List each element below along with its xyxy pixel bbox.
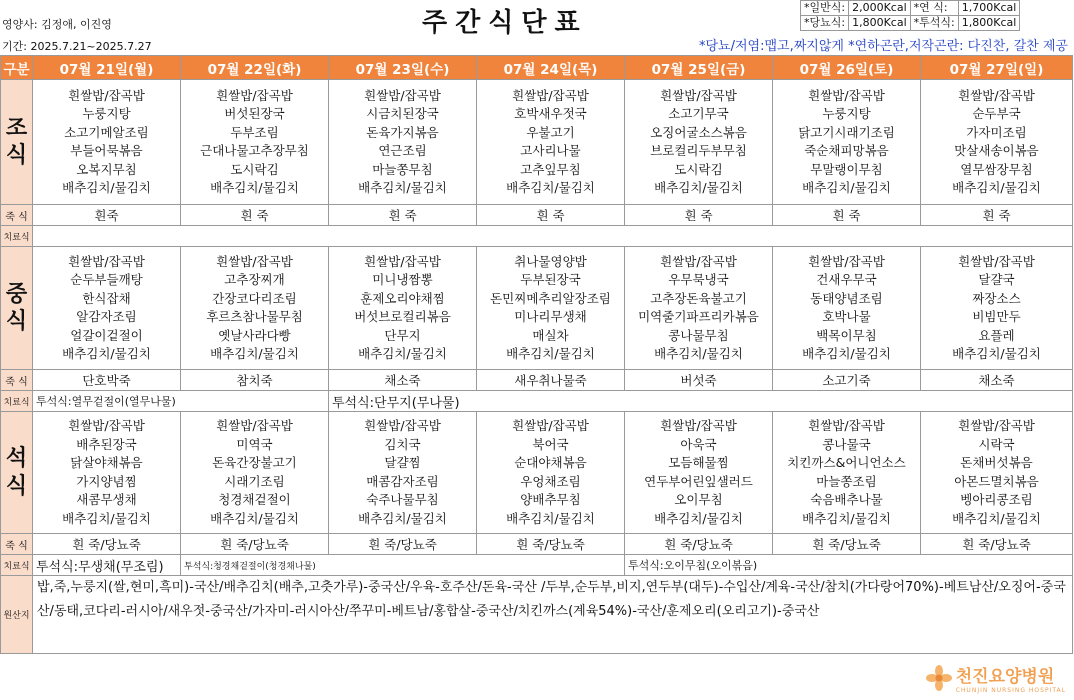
menu-item: 열무쌈장무침	[960, 161, 1033, 177]
menu-item: 돈민찌메추리알장조림	[490, 290, 611, 306]
menu-item: 흰쌀밥/잡곡밥	[808, 418, 885, 433]
menu-item: 배추김치/물김치	[654, 346, 743, 361]
menu-item: 흰쌀밥/잡곡밥	[958, 253, 1035, 269]
menu-item: 아욱국	[680, 436, 717, 452]
menu-item: 브로컬리두부무침	[650, 143, 747, 158]
menu-item: 시금치된장국	[366, 106, 439, 121]
juk-label: 죽 식	[1, 370, 33, 391]
menu-item: 맛살새송이볶음	[954, 143, 1039, 158]
juk-item: 흰 죽/당뇨죽	[477, 534, 625, 555]
flower-logo-icon	[926, 665, 952, 691]
menu-item: 배추김치/물김치	[358, 180, 447, 195]
menu-item: 흰쌀밥/잡곡밥	[958, 418, 1035, 433]
menu-item: 숙주나물무침	[366, 492, 439, 507]
menu-item: 매실차	[532, 327, 569, 343]
menu-item: 흰쌀밥/잡곡밥	[808, 87, 885, 103]
day-header: 07월 25일(금)	[625, 56, 773, 80]
page-title: 주간식단표	[422, 8, 588, 38]
menu-item: 요플레	[978, 327, 1015, 343]
day-header: 07월 27일(일)	[921, 56, 1073, 80]
menu-item: 도시락김	[230, 161, 279, 177]
day-menu-cell	[921, 80, 1073, 205]
menu-item: 배추김치/물김치	[62, 346, 151, 361]
kcal-label: *투석식:	[910, 16, 958, 31]
menu-item: 도시락김	[674, 161, 723, 177]
menu-item: 무말랭이무침	[810, 161, 883, 177]
menu-period: 기간: 2025.7.21~2025.7.27	[2, 40, 152, 53]
juk-item: 흰 죽	[329, 205, 477, 226]
day-menu-cell	[773, 247, 921, 370]
menu-item: 미역줄기파프리카볶음	[638, 309, 759, 324]
weekly-menu-table	[0, 55, 1073, 654]
menu-item: 흰쌀밥/잡곡밥	[512, 418, 589, 433]
menu-item: 부들어묵볶음	[70, 143, 143, 158]
menu-item: 마늘쫑조림	[816, 473, 877, 489]
menu-item: 소고기무국	[668, 106, 729, 121]
menu-item: 오징어굴소스볶음	[650, 124, 747, 140]
calorie-table	[800, 0, 1020, 31]
origin-label: 원산지	[1, 576, 33, 654]
kcal-value: 1,800Kcal	[958, 16, 1020, 31]
therapy-note: 투석식:오이무침(오이볶음)	[625, 555, 1073, 576]
menu-item: 시락국	[978, 436, 1015, 452]
hospital-name-en: CHUNJIN NURSING HOSPITAL	[955, 687, 1066, 694]
meal-label-breakfast: 조 식	[1, 80, 33, 205]
juk-label: 죽 식	[1, 205, 33, 226]
juk-item: 새우취나물죽	[477, 370, 625, 391]
day-menu-cell	[181, 247, 329, 370]
hospital-logo	[926, 662, 1066, 694]
day-menu-cell	[181, 412, 329, 534]
day-header: 07월 23일(수)	[329, 56, 477, 80]
menu-item: 근대나물고추장무침	[200, 143, 309, 158]
menu-item: 흰쌀밥/잡곡밥	[808, 253, 885, 269]
juk-item: 흰 죽/당뇨죽	[921, 534, 1073, 555]
menu-item: 버섯브로컬리볶음	[354, 309, 451, 324]
menu-item: 흰쌀밥/잡곡밥	[660, 87, 737, 103]
juk-item: 흰 죽	[181, 205, 329, 226]
menu-item: 흰쌀밥/잡곡밥	[958, 87, 1035, 103]
juk-item: 흰 죽	[773, 205, 921, 226]
menu-item: 백목이무침	[816, 327, 877, 343]
day-menu-cell	[329, 412, 477, 534]
menu-item: 달걀국	[978, 272, 1015, 287]
menu-item: 아몬드멸치볶음	[954, 473, 1039, 489]
day-header: 07월 21일(월)	[33, 56, 181, 80]
menu-item: 소고기메알조림	[64, 124, 149, 140]
day-menu-cell	[477, 412, 625, 534]
menu-item: 배추김치/물김치	[654, 510, 743, 526]
juk-item: 버섯죽	[625, 370, 773, 391]
menu-item: 흰쌀밥/잡곡밥	[68, 418, 145, 433]
therapy-note: 투석식:청경채겉절이(청경채나물)	[181, 555, 625, 576]
menu-item: 고추장돈육불고기	[650, 290, 747, 306]
menu-item: 돈육가지볶음	[366, 124, 439, 140]
day-menu-cell	[625, 80, 773, 205]
menu-item: 버섯된장국	[224, 106, 285, 121]
menu-item: 배추김치/물김치	[952, 346, 1041, 361]
therapy-note: 투석식:열무겉절이(열무나물)	[33, 391, 329, 412]
menu-item: 청경채겉절이	[218, 492, 291, 507]
day-header: 07월 24일(목)	[477, 56, 625, 80]
therapy-note	[33, 226, 1073, 247]
menu-item: 닭고기시래기조림	[798, 124, 895, 140]
juk-item: 단호박죽	[33, 370, 181, 391]
day-menu-cell	[773, 80, 921, 205]
menu-item: 누룽지탕	[82, 106, 131, 121]
menu-item: 달걀찜	[384, 455, 421, 470]
menu-item: 흰쌀밥/잡곡밥	[364, 87, 441, 103]
juk-item: 흰 죽/당뇨죽	[181, 534, 329, 555]
menu-item: 우불고기	[526, 124, 575, 140]
menu-item: 흰쌀밥/잡곡밥	[68, 87, 145, 103]
menu-item: 배추김치/물김치	[506, 180, 595, 195]
hospital-name: 천진요양병원	[955, 667, 1055, 687]
juk-item: 흰 죽	[625, 205, 773, 226]
juk-item: 흰 죽/당뇨죽	[329, 534, 477, 555]
menu-item: 배추된장국	[76, 436, 137, 452]
therapy-note: 투석식:무생채(무조림)	[33, 555, 181, 576]
menu-item: 누룽지탕	[822, 106, 871, 121]
menu-item: 미나리무생채	[514, 309, 587, 324]
menu-item: 두부조림	[230, 124, 279, 140]
menu-item: 배추김치/물김치	[802, 510, 891, 526]
menu-item: 배추김치/물김치	[654, 180, 743, 195]
juk-item: 흰 죽	[477, 205, 625, 226]
menu-item: 순두부들깨탕	[70, 272, 143, 287]
menu-item: 오복지무침	[76, 161, 137, 177]
therapy-label: 치료식	[1, 555, 33, 576]
menu-item: 배추김치/물김치	[210, 180, 299, 195]
therapy-label: 치료식	[1, 226, 33, 247]
menu-item: 죽순채피망볶음	[804, 143, 889, 158]
menu-item: 오이무침	[674, 492, 723, 507]
menu-item: 닭살야채볶음	[70, 455, 143, 470]
menu-item: 숙음배추나물	[810, 492, 883, 507]
menu-item: 건새우무국	[816, 272, 877, 287]
menu-item: 매콤감자조림	[366, 473, 439, 489]
therapy-label: 치료식	[1, 391, 33, 412]
juk-item: 채소죽	[329, 370, 477, 391]
juk-item: 소고기죽	[773, 370, 921, 391]
menu-item: 흰쌀밥/잡곡밥	[660, 253, 737, 269]
juk-label: 죽 식	[1, 534, 33, 555]
menu-item: 김치국	[384, 436, 421, 452]
menu-item: 돈육간장불고기	[212, 455, 297, 470]
menu-item: 치킨까스&어니언소스	[787, 455, 906, 470]
menu-item: 배추김치/물김치	[952, 510, 1041, 526]
menu-item: 배추김치/물김치	[358, 346, 447, 361]
diet-notice: *당뇨/저염:맵고,짜지않게 *연하곤란,저작곤란: 다진찬, 갈찬 제공	[698, 39, 1068, 54]
juk-item: 참치죽	[181, 370, 329, 391]
menu-item: 옛날사라다빵	[218, 327, 291, 343]
day-menu-cell	[477, 80, 625, 205]
menu-item: 비빔만두	[972, 309, 1021, 324]
menu-item: 모듬해물찜	[668, 455, 729, 470]
therapy-note: 투석식:단무지(무나물)	[329, 391, 1073, 412]
corner-label: 구분	[1, 56, 33, 80]
menu-item: 가자미조림	[966, 124, 1027, 140]
meal-label-lunch: 중 식	[1, 247, 33, 370]
menu-item: 양배추무침	[520, 492, 581, 507]
day-menu-cell	[625, 412, 773, 534]
juk-item: 채소죽	[921, 370, 1073, 391]
juk-item: 흰 죽/당뇨죽	[625, 534, 773, 555]
menu-item: 배추김치/물김치	[506, 346, 595, 361]
day-menu-cell	[625, 247, 773, 370]
menu-item: 배추김치/물김치	[802, 180, 891, 195]
menu-item: 고추잎무침	[520, 161, 581, 177]
menu-item: 고사리나물	[520, 143, 581, 158]
menu-item: 마늘쫑무침	[372, 161, 433, 177]
menu-item: 흰쌀밥/잡곡밥	[68, 253, 145, 269]
menu-item: 미니냉짬뽕	[372, 272, 433, 287]
menu-item: 흰쌀밥/잡곡밥	[216, 418, 293, 433]
menu-item: 배추김치/물김치	[802, 346, 891, 361]
menu-item: 연근조림	[378, 143, 427, 158]
menu-item: 배추김치/물김치	[62, 180, 151, 195]
menu-item: 호박나물	[822, 309, 871, 324]
menu-item: 새콤무생채	[76, 492, 137, 507]
menu-item: 간장코다리조림	[212, 290, 297, 306]
day-header: 07월 22일(화)	[181, 56, 329, 80]
kcal-value: 2,000Kcal	[849, 1, 911, 16]
menu-item: 우엉채조림	[520, 473, 581, 489]
menu-item: 돈채버섯볶음	[960, 455, 1033, 470]
menu-item: 흰쌀밥/잡곡밥	[660, 418, 737, 433]
kcal-value: 1,700Kcal	[958, 1, 1020, 16]
day-menu-cell	[921, 412, 1073, 534]
day-menu-cell	[921, 247, 1073, 370]
day-menu-cell	[329, 247, 477, 370]
menu-item: 우무묵냉국	[668, 272, 729, 287]
menu-item: 얼갈이겉절이	[70, 327, 143, 343]
menu-item: 미역국	[236, 436, 273, 452]
menu-item: 두부된장국	[520, 272, 581, 287]
menu-item: 북어국	[532, 436, 569, 452]
menu-item: 취나물영양밥	[514, 253, 587, 269]
menu-item: 후르츠참나물무침	[206, 309, 303, 324]
menu-item: 배추김치/물김치	[210, 510, 299, 526]
menu-item: 시래기조림	[224, 473, 285, 489]
menu-item: 배추김치/물김치	[210, 346, 299, 361]
menu-item: 한식잡채	[82, 290, 131, 306]
kcal-label: *일반식:	[801, 1, 849, 16]
kcal-value: 1,800Kcal	[849, 16, 911, 31]
juk-item: 흰죽	[33, 205, 181, 226]
menu-item: 배추김치/물김치	[952, 180, 1041, 195]
day-header: 07월 26일(토)	[773, 56, 921, 80]
menu-item: 배추김치/물김치	[62, 510, 151, 526]
kcal-label: *연 식:	[910, 1, 958, 16]
juk-item: 흰 죽/당뇨죽	[33, 534, 181, 555]
menu-item: 흰쌀밥/잡곡밥	[216, 87, 293, 103]
day-menu-cell	[477, 247, 625, 370]
origin-info: 밥,죽,누룽지(쌀,현미,흑미)-국산/배추김치(배추,고춧가루)-중국산/우육-호주산/돈육-국산 /두부,순두부,비지,연두부(대두)-수입산/계육-국산/참치(가다랑어70%)-베트남산/오징어-중국산/동태,코다리-러시아/새우젓-중국산/가자미-러시아산/쭈꾸미-베트남/홍합살-중국산/치킨까스(계육54%)-국산/훈제오리(오리고기)-중국산	[33, 576, 1073, 654]
menu-item: 흰쌀밥/잡곡밥	[512, 87, 589, 103]
day-menu-cell	[33, 80, 181, 205]
meal-label-dinner: 석 식	[1, 412, 33, 534]
menu-item: 순대야채볶음	[514, 455, 587, 470]
menu-item: 훈제오리야채찜	[360, 290, 445, 306]
menu-item: 배추김치/물김치	[506, 510, 595, 526]
menu-item: 가지양념찜	[76, 473, 137, 489]
day-menu-cell	[33, 412, 181, 534]
juk-item: 흰 죽	[921, 205, 1073, 226]
menu-item: 벵아리콩조림	[960, 492, 1033, 507]
menu-item: 배추김치/물김치	[358, 510, 447, 526]
kcal-label: *당뇨식:	[801, 16, 849, 31]
menu-item: 흰쌀밥/잡곡밥	[364, 253, 441, 269]
day-menu-cell	[181, 80, 329, 205]
menu-item: 짜장소스	[972, 290, 1021, 306]
juk-item: 흰 죽/당뇨죽	[773, 534, 921, 555]
menu-item: 흰쌀밥/잡곡밥	[216, 253, 293, 269]
menu-item: 알감자조림	[76, 309, 137, 324]
day-menu-cell	[773, 412, 921, 534]
day-menu-cell	[329, 80, 477, 205]
menu-item: 동태양념조림	[810, 290, 883, 306]
menu-item: 콩나물국	[822, 436, 871, 452]
menu-item: 순두부국	[972, 106, 1021, 121]
menu-item: 호박새우젓국	[514, 106, 587, 121]
menu-item: 고추장찌개	[224, 272, 285, 287]
day-menu-cell	[33, 247, 181, 370]
menu-item: 콩나물무침	[668, 327, 729, 343]
menu-item: 흰쌀밥/잡곡밥	[364, 418, 441, 433]
menu-item: 연두부어린잎샐러드	[644, 473, 753, 489]
dietitian-info: 영양사: 김정애, 이진영	[2, 18, 112, 31]
menu-item: 단무지	[384, 327, 421, 343]
